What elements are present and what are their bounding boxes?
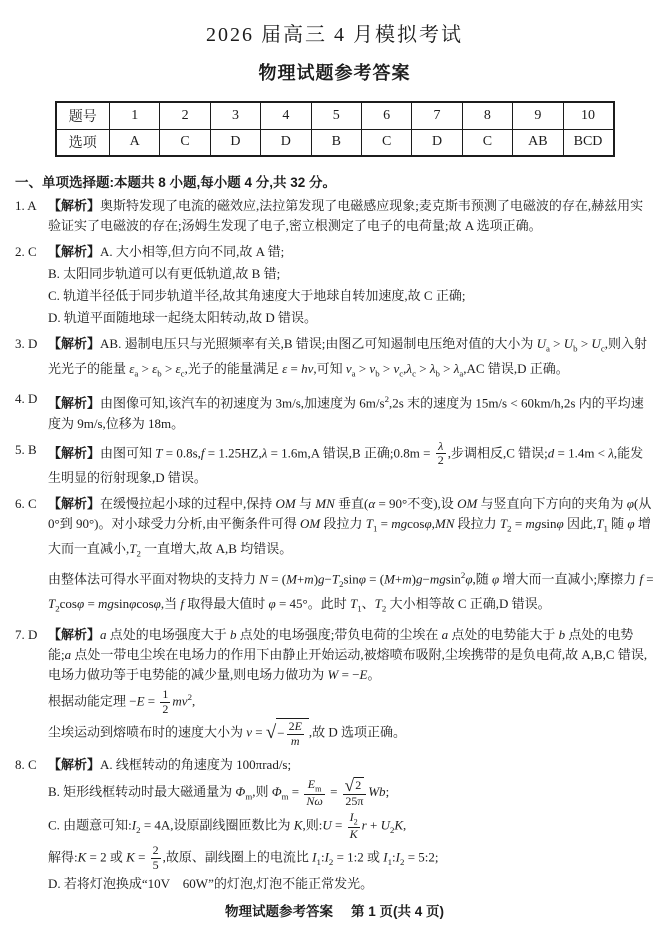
explanation-paragraph: C. 由题意可知$:I_2 = 4A$,设原副线圈匝数比为 K,则:U = $\frac{I_2}{K}$ $r + U_2K$, [48,810,407,842]
question-number-cell: 10 [563,102,613,129]
explanation-paragraph: 根据动能定理 −E = $\frac{1}{2}$ $mv^2$, [48,686,196,716]
item-explanation [48,755,655,896]
row-label-option: 选项 [56,129,110,156]
answer-option-cell: B [311,129,361,156]
question-number-cell: 1 [110,102,160,129]
item-number-and-answer: 3. D [15,336,38,351]
explanation-paragraph: B. 太阳同步轨道可以有更低轨道,故 B 错; [48,266,281,281]
explanation-paragraph: 【解析】a 点处的电场强度大于 b 点处的电场强度;带负电荷的尘埃在 a 点处的电势能大于 b 点处的电势能;a 点处一带电尘埃在电场力的作用下由静止开始运动,被熔喷布吸附,尘埃携带的是负电荷,故 A,B,C 错误,电场力做功等于电势能的减少量,则电场力做功为 W = −E。 [48,626,648,682]
footer-document-title: 物理试题参考答案 [224,904,333,920]
question-number-cell: 9 [513,102,563,129]
item-number-and-answer: 5. B [15,441,37,457]
explanation-paragraph: 【解析】由图可知 T = 0.8s,f = 1.25HZ,λ = 1.6m,A 错误,B 正确;0.8m = $\frac{\lambda}{2}$ ,步调相反,C 错误;d = 1.4m < λ,能发生明显的衍射现象,D 错误。 [48,438,644,486]
item-number-and-answer: 1. A [15,198,37,213]
answer-item [15,755,655,896]
question-number-cell: 6 [361,102,411,129]
explanation-paragraph: C. 轨道半径低于同步轨道半径,故其角速度大于地球自转加速度,故 C 正确; [48,288,466,303]
explanation-paragraph: D. 轨道平面随地球一起绕太阳转动,故 D 错误。 [48,310,318,325]
answer-option-cell: A [110,129,160,156]
answer-option-cell: BCD [563,129,613,156]
row-label-question-number: 题号 [56,102,110,129]
answer-option-cell: C [160,129,210,156]
question-number-cell: 7 [412,102,462,129]
question-number-cell: 8 [462,102,512,129]
answer-option-cell: D [261,129,311,156]
item-explanation [48,242,655,330]
item-number-and-answer: 4. D [15,391,38,407]
explanation-paragraph: 【解析】在缓慢拉起小球的过程中,保持 OM 与 MN 垂直(α = 90°不变),设 OM 与竖直向下方向的夹角为 φ(从 0°到 90°)。对小球受力分析,由平衡条件可得 OM 段拉力 $T_1 = mgcos\varphi,MN$ 段拉力 $T_2 = mgsin\varphi$ 因此$,T_1$ 随 φ 增大而一直减小$,T_2$ 一直增大,故 A,B 均错误。 [48,496,652,559]
answer-table-option-row [56,129,614,156]
answer-option-cell: C [361,129,411,156]
answer-table-number-row [56,102,614,129]
item-number-and-answer: 7. D [15,626,38,642]
question-number-cell: 2 [160,102,210,129]
answer-option-cell: AB [513,129,563,156]
answer-item [15,196,655,238]
section-heading: 一、单项选择题:本题共 8 小题,每小题 4 分,共 32 分。 [15,175,337,190]
item-number-and-answer: 2. C [15,244,37,259]
question-number-cell: 3 [210,102,260,129]
explanation-paragraph: B. 矩形线框转动时最大磁通量为 $\Phi_m$,则 $\Phi_m$ = $\frac{E_m}{N\omega}$ = √ 2 25π Wb; [48,775,390,809]
explanation-paragraph: 【解析】A. 大小相等,但方向不同,故 A 错; [48,244,285,259]
explanation-paragraph: 【解析】由图像可知,该汽车的初速度为 3m/s,加速度为 $6m/s^2,2s$ 末的速度为 15m/s < 60km/h,2s 内的平均速度为 9m/s,位移为 18m。 [48,394,644,431]
item-number-and-answer: 8. C [15,757,37,773]
explanation-paragraph: 【解析】奥斯特发现了电流的磁效应,法拉第发现了电磁感应现象;麦克斯韦预测了电磁波的存在,赫兹用实验证实了电磁波的存在;汤姆生发现了电子,密立根测定了电子的电荷量;故 A 选项正确。 [48,198,644,233]
answer-item [15,625,655,751]
answer-option-cell: C [462,129,512,156]
explanation-paragraph: D. 若将灯泡换成“10V 60W”的灯泡,灯泡不能正常发光。 [48,876,374,892]
question-number-cell: 4 [261,102,311,129]
answer-item [15,242,655,330]
items-list [14,196,655,900]
page-title: 2026 届高三 4 月模拟考试 [206,24,463,46]
explanation-paragraph: 尘埃运动到熔喷布时的速度大小为 v = √ − $\frac{2E}{m}$ ,故 D 选项正确。 [48,719,407,749]
page-footer [14,900,655,926]
question-number-cell: 5 [311,102,361,129]
item-explanation [48,440,655,491]
answer-option-cell: D [210,129,260,156]
item-explanation [48,389,655,435]
item-explanation [48,196,655,238]
explanation-paragraph: 【解析】A. 线框转动的角速度为 100πrad/s; [48,757,292,773]
answer-item [15,389,655,435]
item-explanation [48,625,655,751]
explanation-paragraph: 【解析】AB. 遏制电压只与光照频率有关,B 错误;由图乙可知遏制电压绝对值的大小为 $U_a > U_b > U_c$,则入射光光子的能量 $\varepsilon_a > \varepsilon_b > \varepsilon_c$,光子的能量满足 ε = hv,可知 $v_a > v_b > v_c,\lambda_c > \lambda_b > \lambda_a,AC$ 错误,D 正确。 [48,336,647,379]
explanation-paragraph: 解得:K = 2 或 K = $\frac{2}{5}$ ,故原、副线圈上的电流比 $I_1:I_2$ = 1:2 或 $I_1:I_2$ = 5:2; [48,842,439,872]
answer-table [55,101,615,157]
answer-item [15,334,655,385]
answer-item [15,440,655,491]
item-explanation [48,334,655,385]
footer-page-number: 第 1 页(共 4 页) [350,904,444,920]
answer-item [15,494,655,621]
answer-option-cell: D [412,129,462,156]
item-number-and-answer: 6. C [15,496,37,512]
page-subtitle: 物理试题参考答案 [258,63,411,83]
explanation-paragraph: 由整体法可得水平面对物块的支持力 $N = (M+m)g-T_2\sin\varphi = (M+m)g-mgsin^2\varphi$,随 φ 增大而一直减小;摩擦力 $f = T_2\cos\varphi = mgsin\varphi\cos\varphi$,当 f 取得最大值时 φ = 45°。此时 $T_1$、$T_2$ 大小相等故 C 正确,D 错误。 [48,570,654,614]
item-explanation [48,494,655,621]
